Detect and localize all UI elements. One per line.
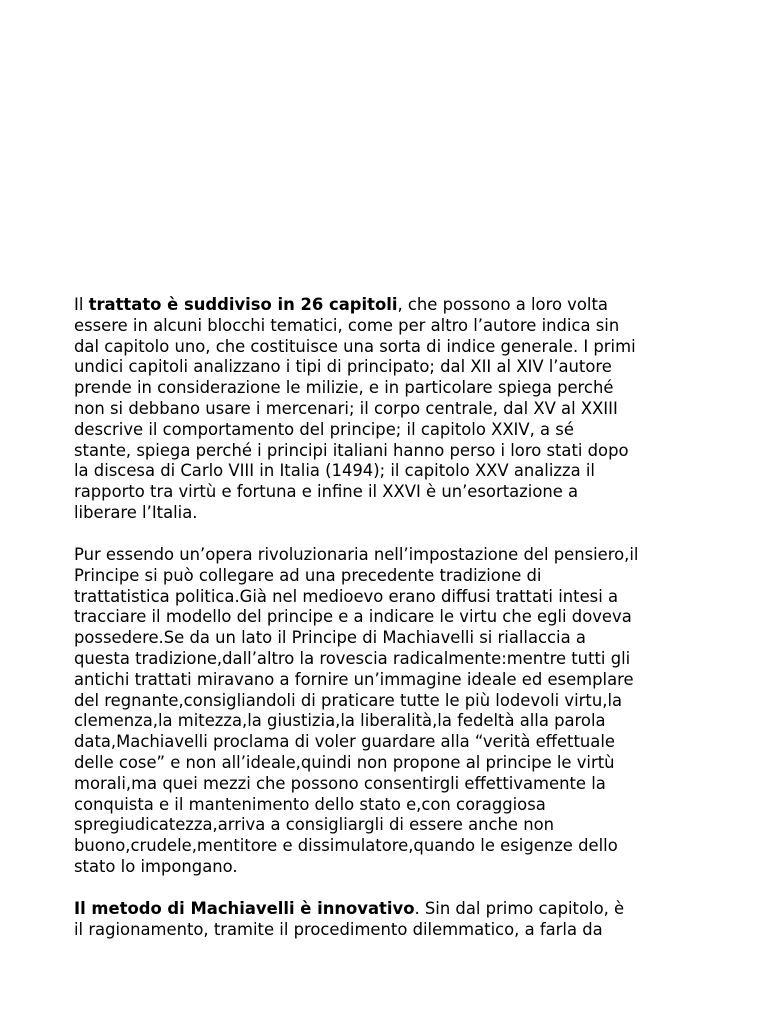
text-run: essere in alcuni blocchi tematici, come per altro l’autore indica sin	[74, 315, 620, 335]
text-line	[74, 774, 714, 795]
paragraph-3	[74, 899, 714, 941]
text-run: descrive il comportamento del principe; il capitolo XXIV, a sé	[74, 419, 574, 439]
text-line	[74, 503, 714, 524]
text-run: la discesa di Carlo VIII in Italia (1494); il capitolo XXV analizza il	[74, 461, 595, 481]
text-line	[74, 337, 714, 358]
text-run: antichi trattati miravano a fornire un’immagine ideale ed esemplare	[74, 669, 634, 689]
text-line	[74, 482, 714, 503]
text-line	[74, 899, 714, 920]
text-run: buono,crudele,mentitore e dissimulatore,quando le esigenze dello	[74, 836, 618, 856]
text-line	[74, 420, 714, 441]
text-run: data,Machiavelli proclama di voler guardare alla “verità effettuale	[74, 732, 615, 752]
text-run: Pur essendo un’opera rivoluzionaria nell’impostazione del pensiero,il	[74, 545, 639, 564]
text-run: clemenza,la mitezza,la giustizia,la liberalità,la fedeltà alla parola	[74, 711, 606, 731]
text-run: rapporto tra virtù e fortuna e infine il XXVI è un’esortazione a	[74, 482, 579, 502]
paragraph-1	[74, 295, 714, 524]
text-run: liberare l’Italia.	[74, 502, 198, 522]
text-run: del regnante,consigliandoli di praticare tutte le più lodevoli virtu,la	[74, 690, 623, 710]
text-line	[74, 857, 714, 878]
bold-text-run: Il metodo di Machiavelli è innovativo	[74, 899, 415, 918]
text-line	[74, 795, 714, 816]
text-line	[74, 545, 714, 566]
bold-text-run: trattato è suddiviso in 26 capitoli	[88, 295, 398, 314]
text-run: stato lo impongano.	[74, 856, 238, 876]
text-line	[74, 753, 714, 774]
text-line	[74, 649, 714, 670]
text-line	[74, 670, 714, 691]
text-line	[74, 316, 714, 337]
text-line	[74, 566, 714, 587]
text-run: il ragionamento, tramite il procedimento dilemmatico, a farla da	[74, 919, 603, 939]
text-run: tracciare il modello del principe e a indicare le virtu che egli doveva	[74, 607, 632, 627]
text-line	[74, 920, 714, 941]
text-run: stante, spiega perché i principi italiani hanno perso i loro stati dopo	[74, 440, 629, 460]
text-line	[74, 461, 714, 482]
text-line	[74, 711, 714, 732]
text-line	[74, 399, 714, 420]
text-line	[74, 628, 714, 649]
text-run: non si debbano usare i mercenari; il corpo centrale, dal XV al XXIII	[74, 398, 618, 418]
text-run: Principe si può collegare ad una precedente tradizione di	[74, 565, 542, 585]
text-line	[74, 378, 714, 399]
text-run: , che possono a loro volta	[397, 295, 608, 314]
text-line	[74, 357, 714, 378]
text-line	[74, 607, 714, 628]
text-line	[74, 441, 714, 462]
text-line	[74, 295, 714, 316]
text-run: possedere.Se da un lato il Principe di Machiavelli si riallaccia a	[74, 628, 586, 648]
text-run: spregiudicatezza,arriva a consigliargli di essere anche non	[74, 815, 555, 835]
text-run: . Sin dal primo capitolo, è	[414, 899, 625, 918]
text-line	[74, 815, 714, 836]
text-line	[74, 836, 714, 857]
text-run: dal capitolo uno, che costituisce una sorta di indice generale. I primi	[74, 336, 636, 356]
text-run: questa tradizione,dall’altro la rovescia radicalmente:mentre tutti gli	[74, 648, 631, 668]
text-line	[74, 732, 714, 753]
text-run: conquista e il mantenimento dello stato e,con coraggiosa	[74, 794, 546, 814]
text-run: trattatistica politica.Già nel medioevo erano diffusi trattati intesi a	[74, 586, 618, 606]
text-run: morali,ma quei mezzi che possono consentirgli effettivamente la	[74, 773, 606, 793]
paragraph-2	[74, 545, 714, 878]
text-run: undici capitoli analizzano i tipi di principato; dal XII al XIV l’autore	[74, 357, 612, 377]
text-line	[74, 587, 714, 608]
text-run: Il	[74, 295, 89, 314]
text-run: prende in considerazione le milizie, e in particolare spiega perché	[74, 378, 614, 398]
text-line	[74, 691, 714, 712]
text-run: delle cose” e non all’ideale,quindi non propone al principe le virtù	[74, 752, 615, 772]
